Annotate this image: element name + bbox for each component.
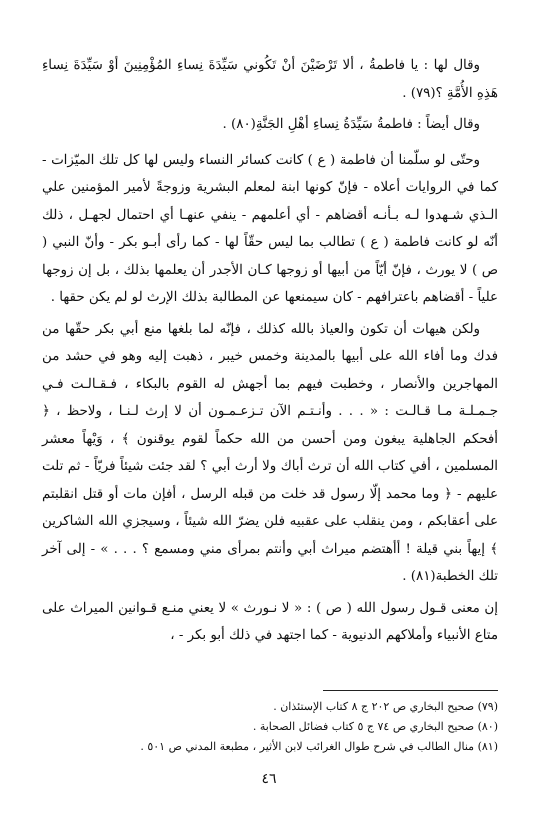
footnotes [42,697,498,757]
paragraph: وقال لها : يا فاطمةُ ، ألا تَرْضَيْنَ أنْ تَكُوني سَيِّدَةَ نِساءِ المُؤْمِنِينَ أوْ سَيِّدَةَ نِساءِ هَذِهِ الأُمَّةِ ؟(٧٩) . [42,58,498,101]
paragraph: وحتّى لو سلّمنا أن فاطمة ( ع ) كانت كسائر النساء وليس لها كل تلك الميّزات - كما في الروايات أعلاه - فإنّ كونها ابنة لمعلم البشرية وزوجةً لأمير المؤمنين علي الـذي شـهدوا لـه بـأنـه أقضاهم - أي أعلمهم - ينفي عنهـا أي احتمال لجهـل ، ذلك أنّه لو كانت فاطمة ( ع ) تطالب بما ليس حقّاً لها - كما رأى أبـو بكر - وأنّ النبي ( ص ) لا يورث ، فإنّ أيّاً من أبيها أو زوجها كـان الأجدر أن يعلمها بذلك ، بل إن زوجها علياً - أقضاهم باعترافهم - كان سيمنعها عن المطالبة بذلك الإرث لو لم يكن حقها . [42,152,498,305]
footnote: (٨٠) صحيح البخاري ص ٧٤ ج ٥ كتاب فضائل الصحابة . [252,720,498,733]
paragraph: إن معنى قـول رسول الله ( ص ) : « لا نـورث » لا يعني منـع قـوانين الميراث على متاع الأنبياء وأملاكهم الدنيوية - كما اجتهد في ذلك أبو بكر - ، [42,600,498,643]
page-number: ٤٦ [261,771,277,787]
footnote: (٨١) منال الطالب في شرح طوال الغرائب لابن الأثير ، مطبعة المدني ص ٥٠١ . [140,740,498,753]
main-text [42,52,498,650]
footnote-separator [323,690,498,691]
footnote: (٧٩) صحيح البخاري ص ٢٠٢ ج ٨ كتاب الإستئذان . [273,700,498,713]
paragraph: ولكن هيهات أن تكون والعياذ بالله كذلك ، فإنّه لما بلغها منع أبي بكر حقّها من فدك وما أفاء الله على أبيها بالمدينة وخمس خيبر ، ذهبت إليه وهو في حشد من المهاجرين والأنصار ، وخطبت فيهم بما أجهش له القوم بالبكاء ، فـقـالـت فـي جـمـلـة مـا قـالـت : « . . . وأنـتـم الآن تـزعـمـون أن لا إرث لـنـا ، ولاحظ ، ﴿ أفحكم الجاهلية يبغون ومن أحسن من الله حكماً لقوم يوقنون ﴾ ، وَيْهاً معشر المسلمين ، أفي كتاب الله أن ترث أباك ولا أرث أبي ؟ لقد جئت شيئاً فريّاً - ثم تلت عليهم - ﴿ وما محمد إلّا رسول قد خلت من قبله الرسل ، أفإن مات أو قتل انقلبتم على أعقابكم ، ومن ينقلب على عقبيه فلن يضرّ الله شيئاً ، وسيجزي الله الشاكرين ﴾ إيهاً بني قيلة ! أأهتضم ميراث أبي وأنتم بمرأى مني ومسمع ؟ . . . » - إلى آخر تلك الخطبة(٨١) . [42,321,498,584]
paragraph: وقال أيضاً : فاطمةُ سَيِّدَةُ نِساءِ أهْلِ الجَنَّةِ(٨٠) . [222,117,480,132]
